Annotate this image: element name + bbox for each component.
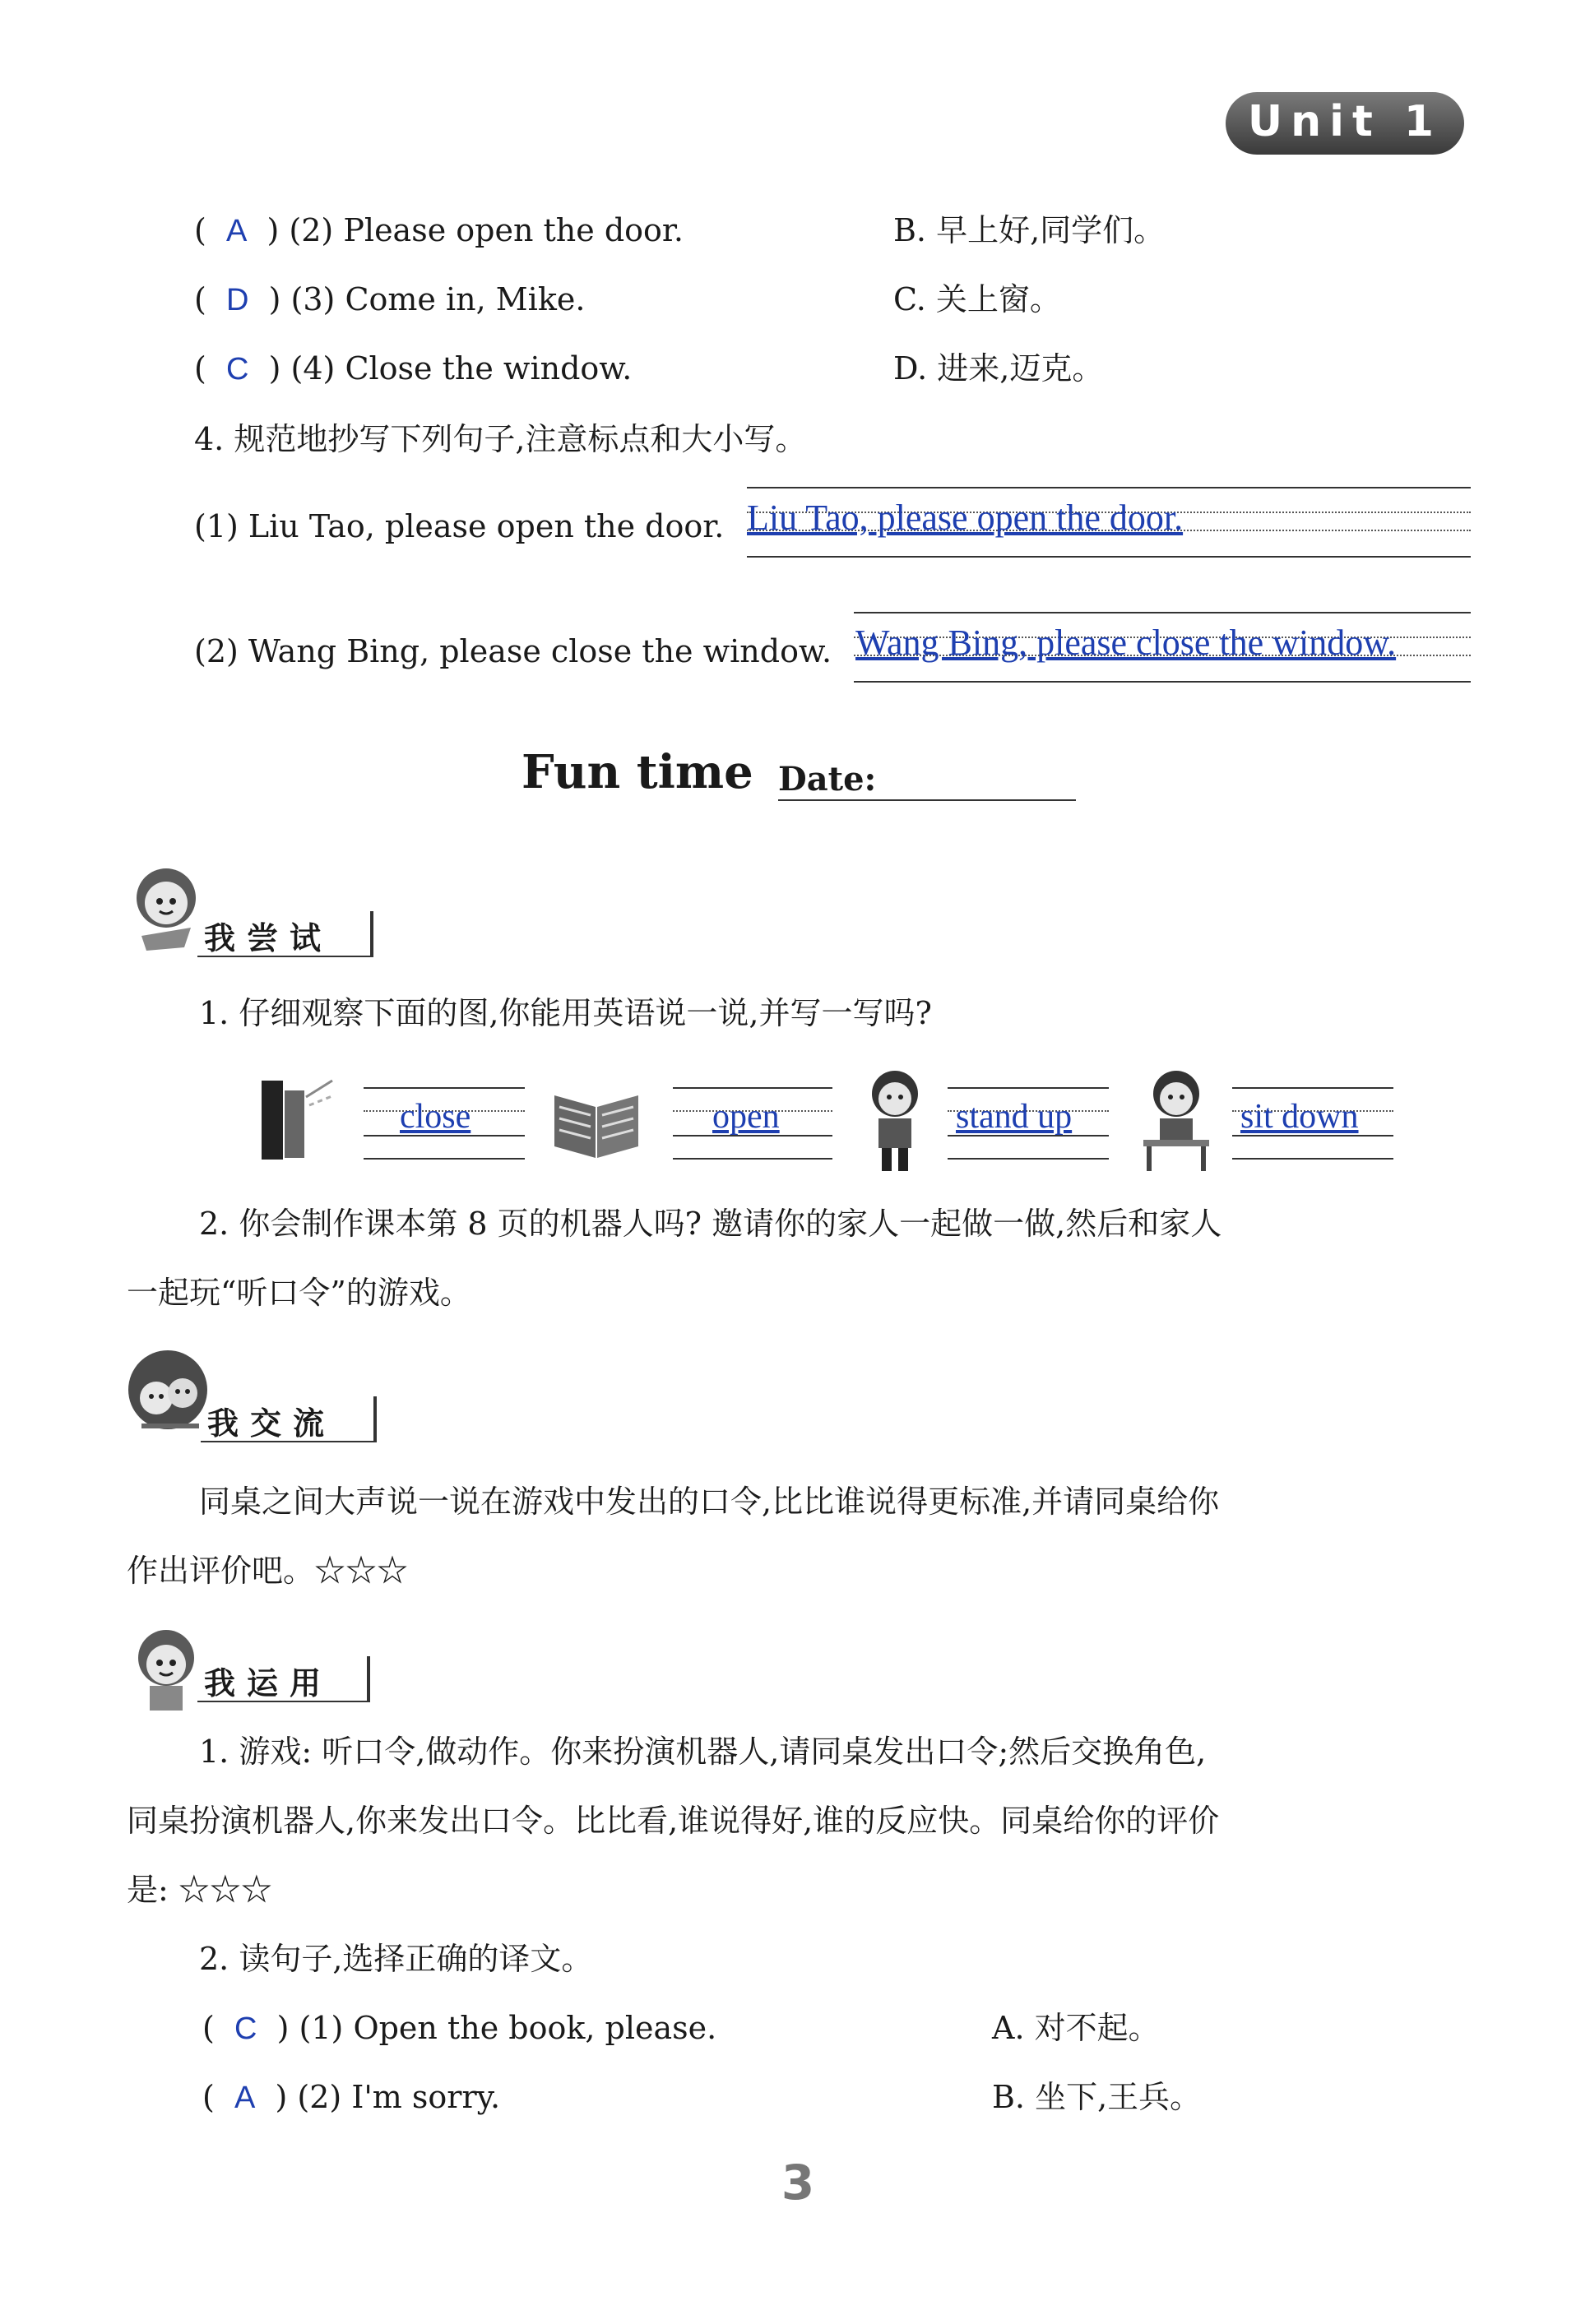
q3-answer: A <box>225 214 248 248</box>
q4-source-2: (2) Wang Bing, please close the window. <box>194 633 832 669</box>
boy-sitting-icon <box>1135 1066 1217 1174</box>
use-q2-answer: A <box>234 2081 256 2115</box>
use-q2-option: A. 对不起。 <box>992 2010 1160 2046</box>
date-label: Date: <box>778 760 877 799</box>
girl-mascot-icon <box>125 1625 204 1714</box>
q3-option: D. 进来,迈克。 <box>893 350 1104 387</box>
q3-text: Please open the door. <box>343 212 684 248</box>
use-q2-num: (2) <box>297 2079 342 2115</box>
section-bar <box>373 1396 377 1442</box>
use-q1-line3: 是: ☆☆☆ <box>127 1872 272 1908</box>
word-answer: close <box>400 1098 471 1136</box>
q3-num: (2) <box>289 212 334 248</box>
section-bar <box>367 1656 370 1702</box>
section-underline <box>197 956 370 957</box>
talk-section-title: 我交流 <box>207 1405 336 1442</box>
use-q1-line1: 1. 游戏: 听口令,做动作。你来扮演机器人,请同桌发出口令;然后交换角色, <box>199 1734 1207 1770</box>
try-q2-line1: 2. 你会制作课本第 8 页的机器人吗? 邀请你的家人一起做一做,然后和家人 <box>199 1206 1222 1242</box>
writing-line <box>747 487 1471 488</box>
q4-prompt: 4. 规范地抄写下列句子,注意标点和大小写。 <box>194 421 807 457</box>
use-section-title: 我运用 <box>204 1665 333 1701</box>
q3-row: ( D ) (3) Come in, Mike. <box>194 281 586 317</box>
word-line <box>364 1158 525 1160</box>
girl-mascot-icon <box>125 862 204 954</box>
use-q2-prompt: 2. 读句子,选择正确的译文。 <box>199 1941 593 1977</box>
use-q1-line2: 同桌扮演机器人,你来发出口令。比比看,谁说得好,谁的反应快。同桌给你的评价 <box>127 1803 1220 1839</box>
word-answer: open <box>712 1098 780 1136</box>
talk-line2: 作出评价吧。☆☆☆ <box>127 1553 409 1589</box>
q4-source-1: (1) Liu Tao, please open the door. <box>194 508 725 544</box>
word-line <box>673 1158 832 1160</box>
page-number: 3 <box>781 2155 815 2211</box>
talk-line1: 同桌之间大声说一说在游戏中发出的口令,比比谁说得更标准,并请同桌给你 <box>199 1484 1220 1520</box>
word-line <box>364 1087 525 1089</box>
use-q2-row: ( C ) (1) Open the book, please. <box>202 2010 717 2046</box>
use-q2-num: (1) <box>299 2010 344 2046</box>
q3-answer: D <box>225 283 249 317</box>
q3-text: Come in, Mike. <box>345 281 586 317</box>
kids-mascot-icon <box>125 1347 211 1437</box>
q4-answer-2: Wang Bing, please close the window. <box>855 623 1397 663</box>
try-section-title: 我尝试 <box>204 920 333 956</box>
unit-label: Unit 1 <box>1247 97 1443 146</box>
unit-header <box>1226 92 1464 155</box>
open-book-icon <box>548 1079 645 1164</box>
q3-row: ( A ) (2) Please open the door. <box>194 212 684 248</box>
date-line <box>778 799 1076 801</box>
word-line <box>673 1087 832 1089</box>
q3-option: B. 早上好,同学们。 <box>893 212 1166 248</box>
try-q2-line2: 一起玩“听口令”的游戏。 <box>127 1275 471 1311</box>
q3-option: C. 关上窗。 <box>893 281 1061 317</box>
writing-line <box>854 612 1471 613</box>
word-line <box>1232 1158 1393 1160</box>
q3-text: Close the window. <box>345 350 633 387</box>
section-bar <box>370 911 373 957</box>
section-underline <box>197 1701 370 1702</box>
writing-line <box>747 556 1471 558</box>
word-answer: stand up <box>956 1098 1073 1136</box>
word-line <box>948 1158 1109 1160</box>
writing-line <box>854 681 1471 683</box>
word-line <box>1232 1087 1393 1089</box>
use-q2-answer: C <box>234 2012 257 2046</box>
q3-row: ( C ) (4) Close the window. <box>194 350 633 387</box>
word-line <box>948 1087 1109 1089</box>
use-q2-text: Open the book, please. <box>353 2010 717 2046</box>
use-q2-option: B. 坐下,王兵。 <box>992 2079 1202 2115</box>
closed-book-icon <box>257 1072 339 1168</box>
section-underline <box>201 1441 373 1442</box>
q3-answer: C <box>225 352 249 387</box>
word-answer: sit down <box>1240 1098 1359 1136</box>
use-q2-text: I'm sorry. <box>351 2079 501 2115</box>
boy-standing-icon <box>860 1066 929 1174</box>
try-q1-prompt: 1. 仔细观察下面的图,你能用英语说一说,并写一写吗? <box>199 995 932 1031</box>
fun-time-title: Fun time <box>522 745 753 799</box>
q3-num: (4) <box>290 350 336 387</box>
use-q2-row: ( A ) (2) I'm sorry. <box>202 2079 501 2115</box>
q3-num: (3) <box>290 281 336 317</box>
q4-answer-1: Liu Tao, please open the door. <box>747 498 1184 538</box>
